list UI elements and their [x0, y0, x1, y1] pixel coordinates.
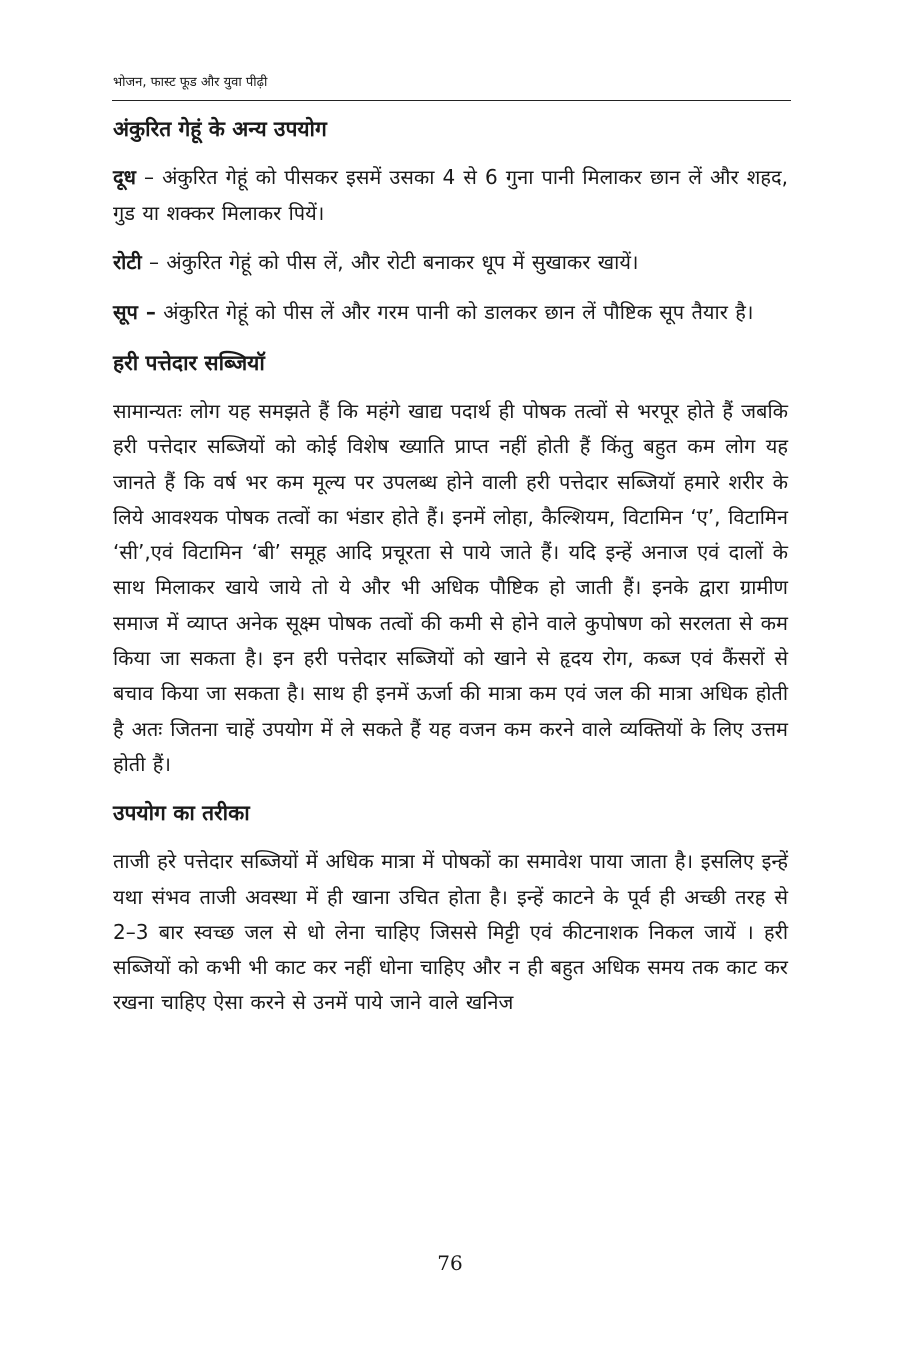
- use-description: – अंकुरित गेहूं को पीसकर इसमें उसका 4 से 6 गुना पानी मिलाकर छान लें और शहद, गुड या शक्कर मिलाकर पियें।: [113, 165, 788, 225]
- running-header: भोजन, फास्ट फूड और युवा पीढ़ी: [113, 75, 268, 90]
- use-description: अंकुरित गेहूं को पीस लें और गरम पानी को डालकर छान लें पौष्टिक सूप तैयार है।: [155, 299, 754, 324]
- section-heading-leafy-greens: हरी पत्तेदार सब्जियॉ: [113, 351, 265, 375]
- use-item-soup: [113, 295, 788, 331]
- leafy-greens-paragraph: सामान्यतः लोग यह समझते हैं कि महंगे खाद्य पदार्थ ही पोषक तत्वों से भरपूर होते हैं जबकि हरी पत्तेदार सब्जियों को कोई विशेष ख्याति प्राप्त नहीं होती हैं किंतु बहुत कम लोग यह जानते हैं कि वर्ष भर कम मूल्य पर उपलब्ध होने वाली हरी पत्तेदार सब्जियॉ हमारे शरीर के लिये आवश्यक पोषक तत्वों का भंडार होते हैं। इनमें लोहा, कैल्शियम, विटामिन ‘ए’, विटामिन ‘सी’,एवं विटामिन ‘बी’ समूह आदि प्रचूरता से पाये जाते हैं। यदि इन्हें अनाज एवं दालों के साथ मिलाकर खाये जाये तो ये और भी अधिक पौष्टिक हो जाती हैं। इनके द्वारा ग्रामीण समाज में व्याप्त अनेक सूक्ष्म पोषक तत्वों की कमी से होने वाले कुपोषण को सरलता से कम किया जा सकता है। इन हरी पत्तेदार सब्जियों को खाने से हृदय रोग, कब्ज एवं कैंसरों से बचाव किया जा सकता है। साथ ही इनमें ऊर्जा की मात्रा कम एवं जल की मात्रा अधिक होती है अतः जितना चाहें उपयोग में ले सकते हैं यह वजन कम करने वाले व्यक्तियों के लिए उत्तम होती हैं।: [113, 399, 788, 776]
- use-term: सूप –: [113, 299, 156, 324]
- header-divider: [112, 100, 791, 101]
- page-number: 76: [437, 1251, 463, 1275]
- use-term: रोटी: [113, 250, 142, 274]
- section-heading-usage-method: उपयोग का तरीका: [113, 801, 250, 826]
- use-term: दूध: [113, 165, 136, 189]
- usage-method-paragraph: ताजी हरे पत्तेदार सब्जियों में अधिक मात्रा में पोषकों का समावेश पाया जाता है। इसलिए इन्हें यथा संभव ताजी अवस्था में ही खाना उचित होता है। इन्हें काटने के पूर्व ही अच्छी तरह से 2–3 बार स्वच्छ जल से धो लेना चाहिए जिससे मिट्टी एवं कीटनाशक निकल जायें । हरी सब्जियों को कभी भी काट कर नहीं धोना चाहिए और न ही बहुत अधिक समय तक काट कर रखना चाहिए ऐसा करने से उनमें पाये जाने वाले खनिज: [113, 849, 788, 1015]
- use-item-milk: [113, 160, 788, 231]
- use-item-roti: [113, 245, 788, 281]
- section-heading-sprouted-wheat: अंकुरित गेहूं के अन्य उपयोग: [113, 117, 327, 141]
- use-description: – अंकुरित गेहूं को पीस लें, और रोटी बनाकर धूप में सुखाकर खायें।: [141, 250, 639, 274]
- page-body: [113, 112, 788, 1021]
